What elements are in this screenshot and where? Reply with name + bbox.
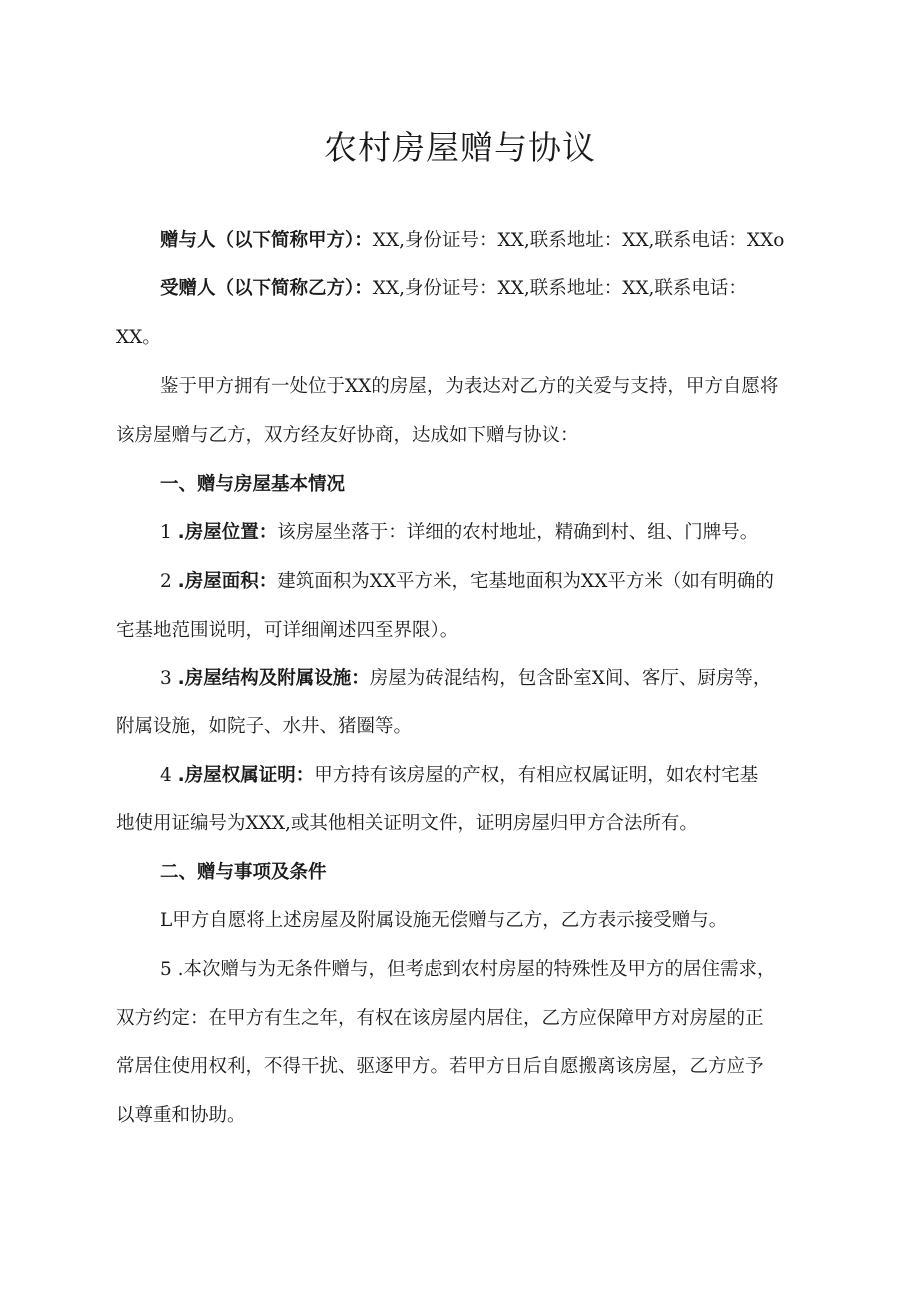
item1-label: .房屋位置： bbox=[177, 522, 278, 543]
item2-line1 bbox=[160, 570, 774, 594]
item3-text: 房屋为砖混结构，包含卧室X间、客厅、厨房等， bbox=[369, 668, 772, 689]
donor-line bbox=[160, 229, 784, 253]
donor-text: XX,身份证号：XX,联系地址：XX,联系电话：XXo bbox=[372, 230, 785, 251]
section2-item5-line1 bbox=[160, 958, 776, 982]
item4-label: .房屋权属证明： bbox=[177, 765, 315, 786]
item3-label: .房屋结构及附属设施： bbox=[177, 668, 370, 689]
item4-text: 甲方持有该房屋的产权，有相应权属证明，如农村宅基 bbox=[314, 765, 759, 786]
item1-line1 bbox=[160, 521, 758, 545]
item2-label: .房屋面积： bbox=[177, 571, 278, 592]
item2-line2: 宅基地范围说明，可详细阐述四至界限）。 bbox=[116, 620, 459, 641]
section2-item5-line3: 常居住使用权利，不得干扰、驱逐甲方。若甲方日后自愿搬离该房屋，乙方应予 bbox=[116, 1056, 764, 1077]
preamble-line1: 鉴于甲方拥有一处位于XX的房屋，为表达对乙方的关爱与支持，甲方自愿将 bbox=[160, 376, 779, 397]
donee-text-line1: XX,身份证号：XX,联系地址：XX,联系电话： bbox=[372, 278, 747, 299]
section2-item5-number: 5 bbox=[160, 959, 172, 980]
item2-number: 2 bbox=[160, 571, 172, 592]
section2-item5-line2: 双方约定：在甲方有生之年，有权在该房屋内居住，乙方应保障甲方对房屋的正 bbox=[116, 1008, 764, 1029]
donee-text-line2: XX。 bbox=[116, 327, 161, 348]
donee-label: 受赠人（以下简称乙方）： bbox=[160, 278, 373, 299]
item3-line1 bbox=[160, 667, 771, 691]
section2-item5-line4: 以尊重和协助。 bbox=[116, 1105, 246, 1126]
item1-text: 该房屋坐落于：详细的农村地址，精确到村、组、门牌号。 bbox=[277, 522, 759, 543]
item4-line2: 地使用证编号为XXX,或其他相关证明文件，证明房屋归甲方合法所有。 bbox=[116, 813, 698, 834]
donee-line bbox=[160, 277, 747, 301]
item3-line2: 附属设施，如院子、水井、猪圈等。 bbox=[116, 716, 413, 737]
item2-text: 建筑面积为XX平方米，宅基地面积为XX平方米（如有明确的 bbox=[277, 571, 774, 592]
section2-item1: L甲方自愿将上述房屋及附属设施无偿赠与乙方，乙方表示接受赠与。 bbox=[160, 910, 728, 931]
item4-line1 bbox=[160, 764, 758, 788]
item4-number: 4 bbox=[160, 765, 172, 786]
item1-number: 1 bbox=[160, 522, 172, 543]
section2-item5-text: .本次赠与为无条件赠与，但考虑到农村房屋的特殊性及甲方的居住需求， bbox=[177, 959, 776, 980]
item3-number: 3 bbox=[160, 668, 172, 689]
section2-heading: 二、赠与事项及条件 bbox=[160, 862, 327, 883]
document-title: 农村房屋赠与协议 bbox=[324, 128, 596, 167]
section1-heading: 一、赠与房屋基本情况 bbox=[160, 474, 346, 495]
preamble-line2: 该房屋赠与乙方，双方经友好协商，达成如下赠与协议： bbox=[116, 425, 579, 446]
donor-label: 赠与人（以下简称甲方）： bbox=[160, 230, 373, 251]
